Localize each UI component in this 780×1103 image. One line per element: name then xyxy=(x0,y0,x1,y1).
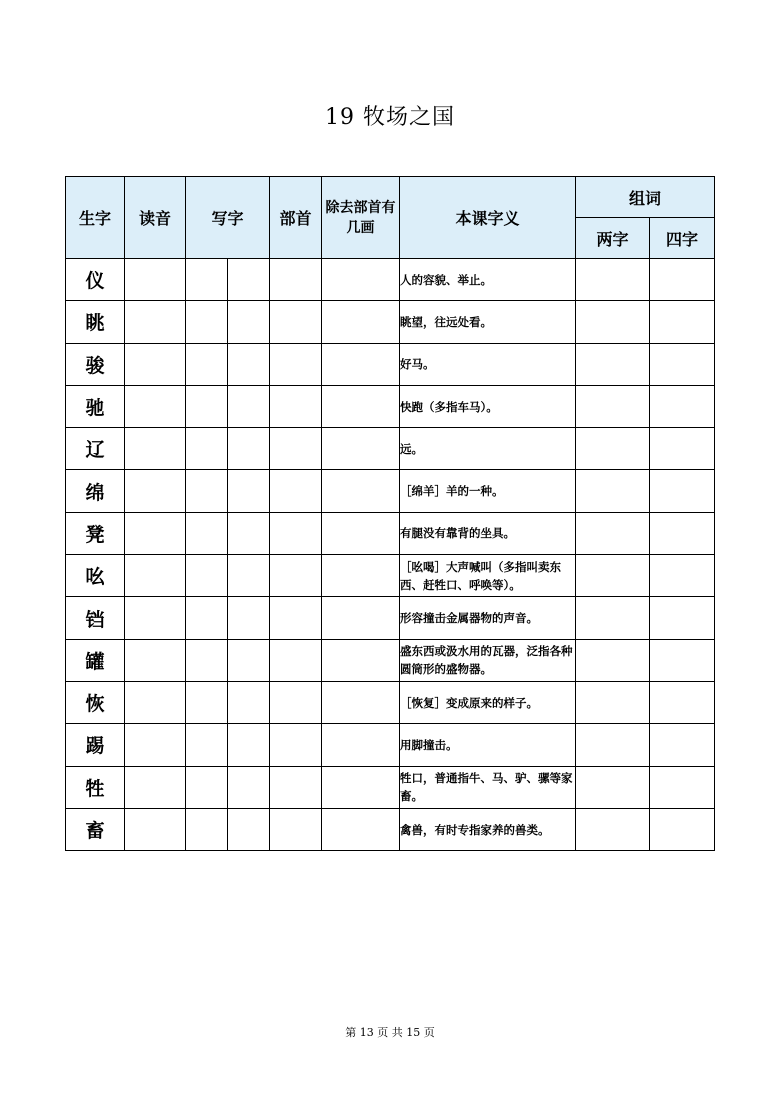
radical-cell[interactable] xyxy=(270,724,322,766)
character-cell: 牲 xyxy=(66,766,125,808)
writing-cell-2[interactable] xyxy=(228,766,270,808)
reading-cell[interactable] xyxy=(125,259,186,301)
writing-cell-2[interactable] xyxy=(228,385,270,427)
radical-cell[interactable] xyxy=(270,512,322,554)
character-cell: 罐 xyxy=(66,639,125,681)
strokes-cell[interactable] xyxy=(322,597,400,639)
meaning-cell: 有腿没有靠背的坐具。 xyxy=(400,512,576,554)
radical-cell[interactable] xyxy=(270,470,322,512)
writing-cell-2[interactable] xyxy=(228,724,270,766)
writing-cell-1[interactable] xyxy=(186,385,228,427)
table-row xyxy=(66,639,715,681)
writing-cell-1[interactable] xyxy=(186,597,228,639)
header-strokes: 除去部首有几画 xyxy=(322,177,400,259)
table-row xyxy=(66,343,715,385)
radical-cell[interactable] xyxy=(270,385,322,427)
writing-cell-1[interactable] xyxy=(186,259,228,301)
character-cell: 铛 xyxy=(66,597,125,639)
meaning-cell: ［绵羊］羊的一种。 xyxy=(400,470,576,512)
two-char-word-cell[interactable] xyxy=(576,512,650,554)
meaning-cell: 眺望，往远处看。 xyxy=(400,301,576,343)
two-char-word-cell[interactable] xyxy=(576,639,650,681)
strokes-cell[interactable] xyxy=(322,512,400,554)
four-char-word-cell[interactable] xyxy=(650,343,715,385)
reading-cell[interactable] xyxy=(125,724,186,766)
two-char-word-cell[interactable] xyxy=(576,808,650,850)
four-char-word-cell[interactable] xyxy=(650,639,715,681)
writing-cell-1[interactable] xyxy=(186,343,228,385)
radical-cell[interactable] xyxy=(270,639,322,681)
strokes-cell[interactable] xyxy=(322,808,400,850)
four-char-word-cell[interactable] xyxy=(650,259,715,301)
header-two-char: 两字 xyxy=(576,218,650,259)
radical-cell[interactable] xyxy=(270,428,322,470)
reading-cell[interactable] xyxy=(125,385,186,427)
strokes-cell[interactable] xyxy=(322,343,400,385)
table-row xyxy=(66,808,715,850)
writing-cell-2[interactable] xyxy=(228,301,270,343)
character-cell: 驰 xyxy=(66,385,125,427)
table-row xyxy=(66,555,715,597)
strokes-cell[interactable] xyxy=(322,428,400,470)
radical-cell[interactable] xyxy=(270,597,322,639)
character-cell: 吆 xyxy=(66,555,125,597)
table-row xyxy=(66,259,715,301)
radical-cell[interactable] xyxy=(270,808,322,850)
writing-cell-2[interactable] xyxy=(228,597,270,639)
four-char-word-cell[interactable] xyxy=(650,512,715,554)
vocabulary-table xyxy=(65,176,715,851)
meaning-cell: 盛东西或汲水用的瓦器，泛指各种圆筒形的盛物器。 xyxy=(400,639,576,681)
two-char-word-cell[interactable] xyxy=(576,385,650,427)
reading-cell[interactable] xyxy=(125,681,186,723)
table-row xyxy=(66,512,715,554)
two-char-word-cell[interactable] xyxy=(576,724,650,766)
four-char-word-cell[interactable] xyxy=(650,766,715,808)
writing-cell-2[interactable] xyxy=(228,808,270,850)
meaning-cell: ［恢复］变成原来的样子。 xyxy=(400,681,576,723)
four-char-word-cell[interactable] xyxy=(650,301,715,343)
meaning-cell: 快跑（多指车马）。 xyxy=(400,385,576,427)
two-char-word-cell[interactable] xyxy=(576,681,650,723)
character-cell: 仪 xyxy=(66,259,125,301)
reading-cell[interactable] xyxy=(125,428,186,470)
four-char-word-cell[interactable] xyxy=(650,808,715,850)
character-cell: 绵 xyxy=(66,470,125,512)
header-reading: 读音 xyxy=(125,177,186,259)
page-footer: 第 13 页 共 15 页 xyxy=(345,1026,435,1039)
writing-cell-1[interactable] xyxy=(186,428,228,470)
writing-cell-2[interactable] xyxy=(228,512,270,554)
character-cell: 踢 xyxy=(66,724,125,766)
four-char-word-cell[interactable] xyxy=(650,555,715,597)
reading-cell[interactable] xyxy=(125,597,186,639)
two-char-word-cell[interactable] xyxy=(576,343,650,385)
writing-cell-1[interactable] xyxy=(186,301,228,343)
writing-cell-1[interactable] xyxy=(186,766,228,808)
four-char-word-cell[interactable] xyxy=(650,681,715,723)
character-cell: 恢 xyxy=(66,681,125,723)
strokes-cell[interactable] xyxy=(322,766,400,808)
reading-cell[interactable] xyxy=(125,639,186,681)
meaning-cell: 用脚撞击。 xyxy=(400,724,576,766)
two-char-word-cell[interactable] xyxy=(576,470,650,512)
writing-cell-1[interactable] xyxy=(186,681,228,723)
writing-cell-1[interactable] xyxy=(186,555,228,597)
reading-cell[interactable] xyxy=(125,301,186,343)
meaning-cell: 形容撞击金属器物的声音。 xyxy=(400,597,576,639)
character-cell: 骏 xyxy=(66,343,125,385)
two-char-word-cell[interactable] xyxy=(576,597,650,639)
meaning-cell: 远。 xyxy=(400,428,576,470)
strokes-cell[interactable] xyxy=(322,724,400,766)
writing-cell-1[interactable] xyxy=(186,724,228,766)
reading-cell[interactable] xyxy=(125,766,186,808)
meaning-cell: 禽兽，有时专指家养的兽类。 xyxy=(400,808,576,850)
strokes-cell[interactable] xyxy=(322,470,400,512)
two-char-word-cell[interactable] xyxy=(576,259,650,301)
strokes-cell[interactable] xyxy=(322,681,400,723)
four-char-word-cell[interactable] xyxy=(650,597,715,639)
character-cell: 辽 xyxy=(66,428,125,470)
strokes-cell[interactable] xyxy=(322,639,400,681)
meaning-cell: 人的容貌、举止。 xyxy=(400,259,576,301)
table-row xyxy=(66,428,715,470)
writing-cell-1[interactable] xyxy=(186,512,228,554)
strokes-cell[interactable] xyxy=(322,259,400,301)
character-cell: 凳 xyxy=(66,512,125,554)
radical-cell[interactable] xyxy=(270,555,322,597)
header-char: 生字 xyxy=(66,177,125,259)
radical-cell[interactable] xyxy=(270,343,322,385)
character-cell: 畜 xyxy=(66,808,125,850)
reading-cell[interactable] xyxy=(125,555,186,597)
header-radical: 部首 xyxy=(270,177,322,259)
reading-cell[interactable] xyxy=(125,512,186,554)
page-title: 19 牧场之国 xyxy=(325,105,455,130)
header-four-char: 四字 xyxy=(650,218,715,259)
header-meaning: 本课字义 xyxy=(400,177,576,259)
four-char-word-cell[interactable] xyxy=(650,428,715,470)
writing-cell-2[interactable] xyxy=(228,639,270,681)
writing-cell-1[interactable] xyxy=(186,639,228,681)
meaning-cell: 好马。 xyxy=(400,343,576,385)
writing-cell-1[interactable] xyxy=(186,808,228,850)
radical-cell[interactable] xyxy=(270,301,322,343)
header-writing: 写字 xyxy=(186,177,270,259)
radical-cell[interactable] xyxy=(270,766,322,808)
writing-cell-1[interactable] xyxy=(186,470,228,512)
table-row xyxy=(66,301,715,343)
header-words: 组词 xyxy=(576,177,715,218)
writing-cell-2[interactable] xyxy=(228,343,270,385)
writing-cell-2[interactable] xyxy=(228,555,270,597)
strokes-cell[interactable] xyxy=(322,555,400,597)
writing-cell-2[interactable] xyxy=(228,428,270,470)
meaning-cell: ［吆喝］大声喊叫（多指叫卖东西、赶牲口、呼唤等）。 xyxy=(400,555,576,597)
four-char-word-cell[interactable] xyxy=(650,470,715,512)
radical-cell[interactable] xyxy=(270,681,322,723)
reading-cell[interactable] xyxy=(125,808,186,850)
writing-cell-2[interactable] xyxy=(228,681,270,723)
four-char-word-cell[interactable] xyxy=(650,385,715,427)
strokes-cell[interactable] xyxy=(322,301,400,343)
table-row xyxy=(66,724,715,766)
reading-cell[interactable] xyxy=(125,470,186,512)
table-row xyxy=(66,597,715,639)
table-row xyxy=(66,385,715,427)
writing-cell-2[interactable] xyxy=(228,470,270,512)
table-row xyxy=(66,681,715,723)
character-cell: 眺 xyxy=(66,301,125,343)
table-row xyxy=(66,470,715,512)
table-row xyxy=(66,766,715,808)
two-char-word-cell[interactable] xyxy=(576,428,650,470)
four-char-word-cell[interactable] xyxy=(650,724,715,766)
strokes-cell[interactable] xyxy=(322,385,400,427)
two-char-word-cell[interactable] xyxy=(576,301,650,343)
radical-cell[interactable] xyxy=(270,259,322,301)
meaning-cell: 牲口，普通指牛、马、驴、骡等家畜。 xyxy=(400,766,576,808)
writing-cell-2[interactable] xyxy=(228,259,270,301)
two-char-word-cell[interactable] xyxy=(576,766,650,808)
reading-cell[interactable] xyxy=(125,343,186,385)
two-char-word-cell[interactable] xyxy=(576,555,650,597)
